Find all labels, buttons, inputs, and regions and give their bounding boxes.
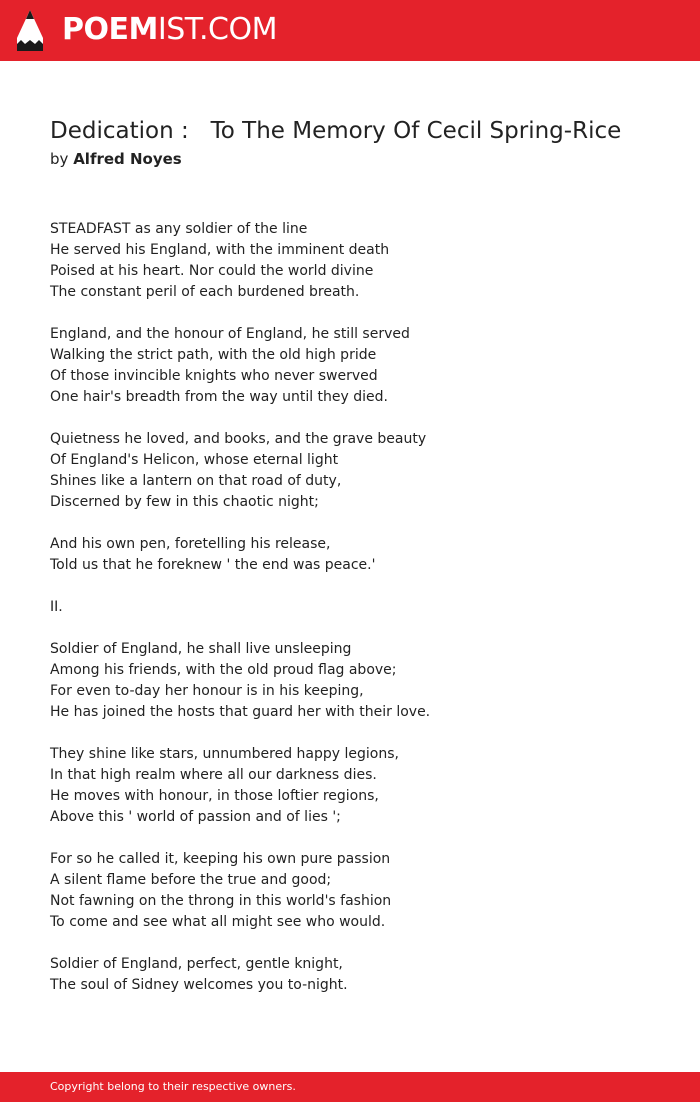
poem-line: Shines like a lantern on that road of duty,: [50, 473, 342, 489]
poem-stanza: [50, 219, 670, 303]
site-header: [0, 0, 700, 61]
byline-prefix: by: [50, 150, 69, 168]
poem-line: The soul of Sidney welcomes you to-night.: [50, 977, 348, 993]
poem-line: Of those invincible knights who never swerved: [50, 368, 378, 384]
poem-line: He has joined the hosts that guard her with their love.: [50, 704, 431, 720]
copyright-text: Copyright belong to their respective owners.: [50, 1080, 296, 1093]
poem-line: Discerned by few in this chaotic night;: [50, 494, 319, 510]
poem-line: They shine like stars, unnumbered happy legions,: [50, 746, 399, 762]
poem-stanza: [50, 597, 670, 618]
poem-line: Quietness he loved, and books, and the grave beauty: [50, 431, 427, 447]
poem-stanza: [50, 324, 670, 408]
poem-stanza: [50, 429, 670, 513]
poem-line: For so he called it, keeping his own pure passion: [50, 851, 391, 867]
poem-stanza: [50, 744, 670, 828]
poem-line: Of England's Helicon, whose eternal light: [50, 452, 339, 468]
poem-line: Not fawning on the throng in this world's fashion: [50, 893, 392, 909]
poem-stanza: [50, 534, 670, 576]
poem-line: Told us that he foreknew ' the end was peace.': [50, 557, 376, 573]
poem-line: II.: [50, 599, 63, 615]
poem-line: England, and the honour of England, he still served: [50, 326, 410, 342]
poem-line: He moves with honour, in those loftier regions,: [50, 788, 379, 804]
poem-line: Walking the strict path, with the old high pride: [50, 347, 377, 363]
poem-byline: [50, 149, 182, 169]
poem-line: And his own pen, foretelling his release,: [50, 536, 331, 552]
poem-title: Dedication : To The Memory Of Cecil Spring-Rice: [50, 118, 622, 144]
logo-text-strong: POEM: [62, 12, 158, 47]
poem-line: Soldier of England, he shall live unsleeping: [50, 641, 352, 657]
poem-line: He served his England, with the imminent death: [50, 242, 390, 258]
poem-line: In that high realm where all our darkness dies.: [50, 767, 377, 783]
poem-stanza: [50, 639, 670, 723]
poem-line: For even to-day her honour is in his keeping,: [50, 683, 364, 699]
poem-line: To come and see what all might see who would.: [50, 914, 386, 930]
poem-line: Poised at his heart. Nor could the world divine: [50, 263, 374, 279]
poem-line: A silent flame before the true and good;: [50, 872, 332, 888]
logo-text-light: IST.COM: [157, 12, 277, 47]
poem-line: The constant peril of each burdened breath.: [50, 284, 360, 300]
poem-author: Alfred Noyes: [73, 150, 182, 168]
poem-body: [50, 219, 670, 1017]
poem-line: One hair's breadth from the way until they died.: [50, 389, 388, 405]
poem-line: Above this ' world of passion and of lies ';: [50, 809, 341, 825]
poem-line: STEADFAST as any soldier of the line: [50, 221, 308, 237]
poem-stanza: [50, 849, 670, 933]
poem-line: Soldier of England, perfect, gentle knight,: [50, 956, 343, 972]
poem-line: Among his friends, with the old proud flag above;: [50, 662, 397, 678]
pencil-tip-icon: [17, 10, 43, 51]
site-footer: [0, 1072, 700, 1102]
poem-stanza: [50, 954, 670, 996]
site-logo[interactable]: [62, 12, 277, 48]
